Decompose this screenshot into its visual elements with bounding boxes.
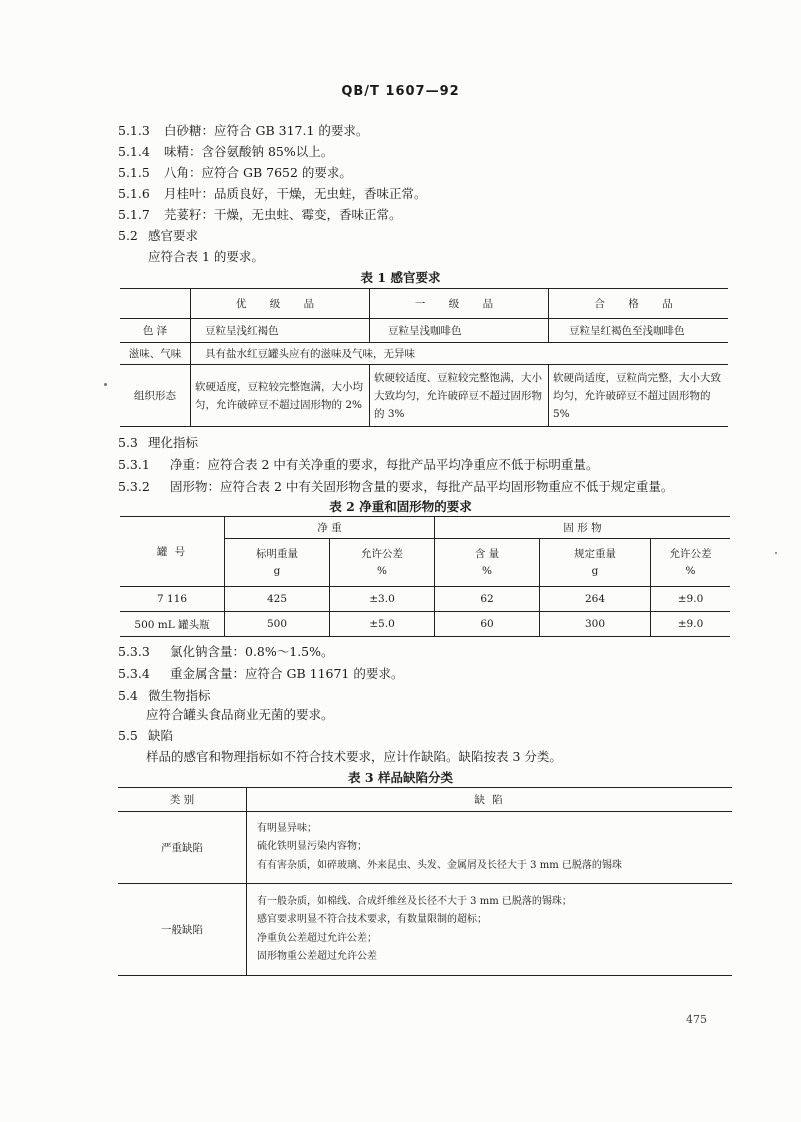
scan-speck <box>775 552 777 554</box>
table-row <box>120 319 728 343</box>
clause: 5.1.5 八角：应符合 GB 7652 的要求。 <box>118 165 352 180</box>
table-header-cell: 固 形 物 <box>435 517 731 539</box>
table-row <box>120 587 730 612</box>
table-cell: 60 <box>435 612 540 637</box>
table2-caption: 表 2 净重和固形物的要求 <box>329 499 472 514</box>
table-row <box>120 343 728 365</box>
table-cell: ±3.0 <box>330 587 435 612</box>
defect-list <box>247 884 733 976</box>
table-row <box>118 812 732 884</box>
sensory-table <box>120 288 728 427</box>
table-cell: 豆粒呈红褐色至浅咖啡色 <box>549 319 729 343</box>
table1-caption: 表 1 感官要求 <box>360 270 441 285</box>
table-cell: 7 116 <box>120 587 225 612</box>
page-number: 475 <box>686 1013 707 1026</box>
table-header-cell: 类 别 <box>118 788 247 812</box>
clause: 5.3.2 固形物：应符合表 2 中有关固形物含量的要求，每批产品平均固形物重应不低于规定重量。 <box>118 479 674 494</box>
clause: 5.1.7 芫荽籽：干燥，无虫蛀、霉变，香味正常。 <box>118 207 402 222</box>
table-cell-merged: 具有盐水红豆罐头应有的滋味及气味，无异味 <box>191 343 729 365</box>
table-cell: 500 mL 罐头瓶 <box>120 612 225 637</box>
table-header-cell: 一 级 品 <box>370 289 549 319</box>
table-header-cell: 缺 陷 <box>247 788 733 812</box>
clause: 5.1.6 月桂叶：品质良好，干燥，无虫蛀，香味正常。 <box>118 186 427 201</box>
standard-number-header: QB/T 1607—92 <box>341 84 460 99</box>
defect-category: 一般缺陷 <box>118 884 247 976</box>
clauses-group-a <box>118 122 427 245</box>
defect-category: 严重缺陷 <box>118 812 247 884</box>
scan-speck <box>104 383 107 386</box>
table-header-cell: 含 量 % <box>435 539 540 587</box>
row-label: 色 泽 <box>120 319 191 343</box>
table-header-row <box>120 517 730 539</box>
table-cell: 软硬尚适度，豆粒尚完整，大小大致均匀，允许破碎豆不超过固形物的 5% <box>549 365 729 427</box>
list-item: 有明显异味； <box>257 822 317 834</box>
table-cell: ±9.0 <box>651 587 731 612</box>
table-cell: ±9.0 <box>651 612 731 637</box>
table-cell: ±5.0 <box>330 612 435 637</box>
clause: 5.1.4 味精：含谷氨酸钠 85%以上。 <box>118 144 334 159</box>
clause-heading: 5.3 理化指标 <box>118 435 199 450</box>
clause-heading: 5.2 感官要求 <box>118 228 199 243</box>
clause-heading: 5.5 缺陷 <box>118 728 174 743</box>
table-header-cell: 合 格 品 <box>549 289 729 319</box>
table-header-cell: 允许公差 % <box>330 539 435 587</box>
table-row <box>120 365 728 427</box>
table-cell: 264 <box>540 587 651 612</box>
list-item: 有一般杂质，如棉线、合成纤维丝及长径不大于 3 mm 已脱落的锡珠； <box>257 895 572 907</box>
clause-heading: 5.4 微生物指标 <box>118 688 211 703</box>
net-weight-table <box>120 516 730 637</box>
table-cell: 300 <box>540 612 651 637</box>
table-row <box>120 612 730 637</box>
clause: 5.3.1 净重：应符合表 2 中有关净重的要求，每批产品平均净重应不低于标明重量。 <box>118 457 599 472</box>
list-item: 净重负公差超过允许公差； <box>257 932 377 944</box>
list-item: 有有害杂质，如碎玻璃、外来昆虫、头发、金属屑及长径大于 3 mm 已脱落的锡珠 <box>257 859 622 871</box>
table-cell: 500 <box>225 612 330 637</box>
defect-table <box>118 787 732 976</box>
row-label: 滋味、气味 <box>120 343 191 365</box>
defect-list <box>247 812 733 884</box>
table-cell: 425 <box>225 587 330 612</box>
table-header-cell: 标明重量 g <box>225 539 330 587</box>
table-header-cell <box>120 289 191 319</box>
defect-note: 样品的感官和物理指标如不符合技术要求，应计作缺陷。缺陷按表 3 分类。 <box>146 749 562 764</box>
table-header-row <box>120 289 728 319</box>
table-cell: 豆粒呈浅咖啡色 <box>370 319 549 343</box>
table-header-cell: 优 级 品 <box>191 289 370 319</box>
table-header-cell: 允许公差 % <box>651 539 731 587</box>
clauses-group-b <box>118 434 673 496</box>
list-item: 固形物重公差超过允许公差 <box>257 951 377 962</box>
clauses-group-c <box>118 643 403 705</box>
table-cell: 软硬适度，豆粒较完整饱满，大小均匀，允许破碎豆不超过固形物的 2% <box>191 365 370 427</box>
clause: 5.3.4 重金属含量：应符合 GB 11671 的要求。 <box>118 666 404 681</box>
list-item: 硫化铁明显污染内容物； <box>257 841 367 853</box>
microbiology-note: 应符合罐头食品商业无菌的要求。 <box>146 707 334 722</box>
table-header-cell: 净 重 <box>225 517 435 539</box>
table-cell: 豆粒呈浅红褐色 <box>191 319 370 343</box>
row-label: 组织形态 <box>120 365 191 427</box>
sensory-note: 应符合表 1 的要求。 <box>148 249 264 264</box>
table3-caption: 表 3 样品缺陷分类 <box>348 770 453 785</box>
list-item: 感官要求明显不符合技术要求，有数量限制的超标； <box>257 914 487 925</box>
table-header-cell: 罐 号 <box>120 517 225 587</box>
clause: 5.3.3 氯化钠含量：0.8%～1.5%。 <box>118 644 334 659</box>
table-cell: 软硬较适度、豆粒较完整饱满，大小大致均匀，允许破碎豆不超过固形物的 3% <box>370 365 549 427</box>
clause: 5.1.3 白砂糖：应符合 GB 317.1 的要求。 <box>118 123 369 138</box>
table-header-row <box>118 788 732 812</box>
table-header-cell: 规定重量 g <box>540 539 651 587</box>
table-cell: 62 <box>435 587 540 612</box>
table-row <box>118 884 732 976</box>
